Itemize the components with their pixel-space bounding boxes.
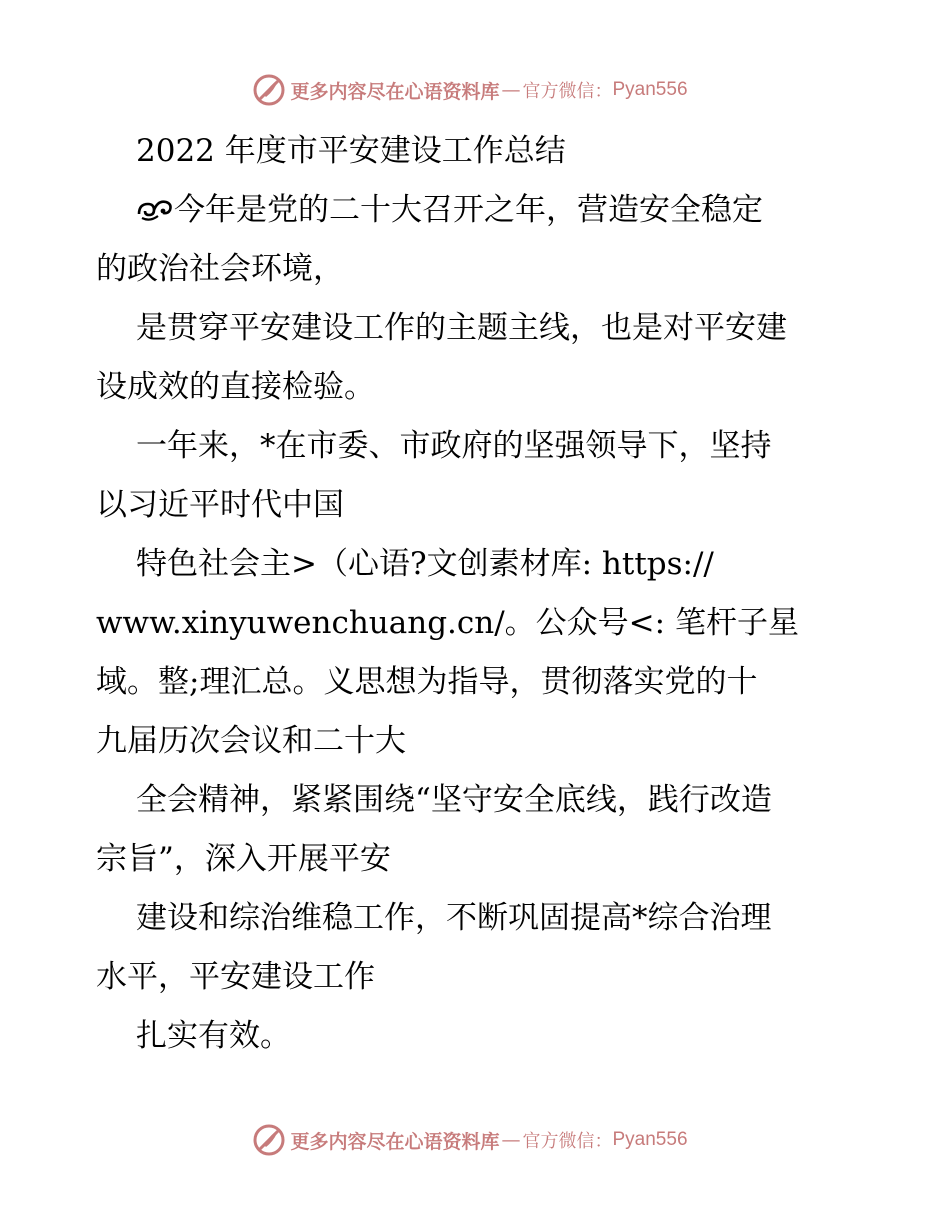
- banner-separator: —: [501, 1129, 521, 1151]
- paragraph-line: [96, 181, 866, 240]
- banner-wechat-handle: Pyan556: [612, 79, 688, 100]
- banner-label: 官方微信：: [522, 81, 613, 102]
- paragraph-line: 以习近平时代中国: [96, 487, 344, 523]
- paragraph-line: 设成效的直接检验。: [96, 369, 375, 405]
- swirl-ornament-icon: [136, 196, 174, 222]
- document-title: 2022 年度市平安建设工作总结: [136, 133, 566, 169]
- paragraph-line: 建设和综治维稳工作，不断巩固提高*综合治理: [136, 900, 772, 936]
- banner-wechat-handle: Pyan556: [612, 1129, 688, 1150]
- banner-main-text: 更多内容尽在心语资料库: [290, 1130, 500, 1153]
- paragraph-text: 今年是党的二十大召开之年，营造安全稳定: [174, 192, 763, 228]
- banner-main-text: 更多内容尽在心语资料库: [290, 80, 500, 103]
- paragraph-line: 是贯穿平安建设工作的主题主线，也是对平安建: [136, 310, 787, 346]
- paragraph-line: 特色社会主>（心语?文创素材库: https://: [136, 546, 714, 582]
- banner-separator: —: [501, 79, 521, 101]
- paragraph-line: 全会精神，紧紧围绕“坚守安全底线，践行改造: [136, 782, 772, 818]
- document-body: [96, 122, 866, 1066]
- paragraph-line: 一年来，*在市委、市政府的坚强领导下，坚持: [136, 428, 772, 464]
- banner-label: 官方微信：: [522, 1131, 613, 1152]
- paragraph-line: 宗旨”，深入开展平安: [96, 841, 391, 877]
- paragraph-line: www.xinyuwenchuang.cn/。公众号<: 笔杆子星: [96, 605, 799, 641]
- paragraph-line: 扎实有效。: [136, 1018, 291, 1054]
- header-watermark-banner: [0, 70, 950, 110]
- paragraph-line: 域。整;理汇总。义思想为指导，贯彻落实党的十: [96, 664, 758, 700]
- paragraph-line: 的政治社会环境，: [96, 251, 344, 287]
- quill-seal-logo-icon: [252, 1123, 286, 1157]
- footer-watermark-banner: [0, 1120, 950, 1160]
- paragraph-line: 水平，平安建设工作: [96, 959, 375, 995]
- paragraph-line: 九届历次会议和二十大: [96, 723, 406, 759]
- quill-seal-logo-icon: [252, 73, 286, 107]
